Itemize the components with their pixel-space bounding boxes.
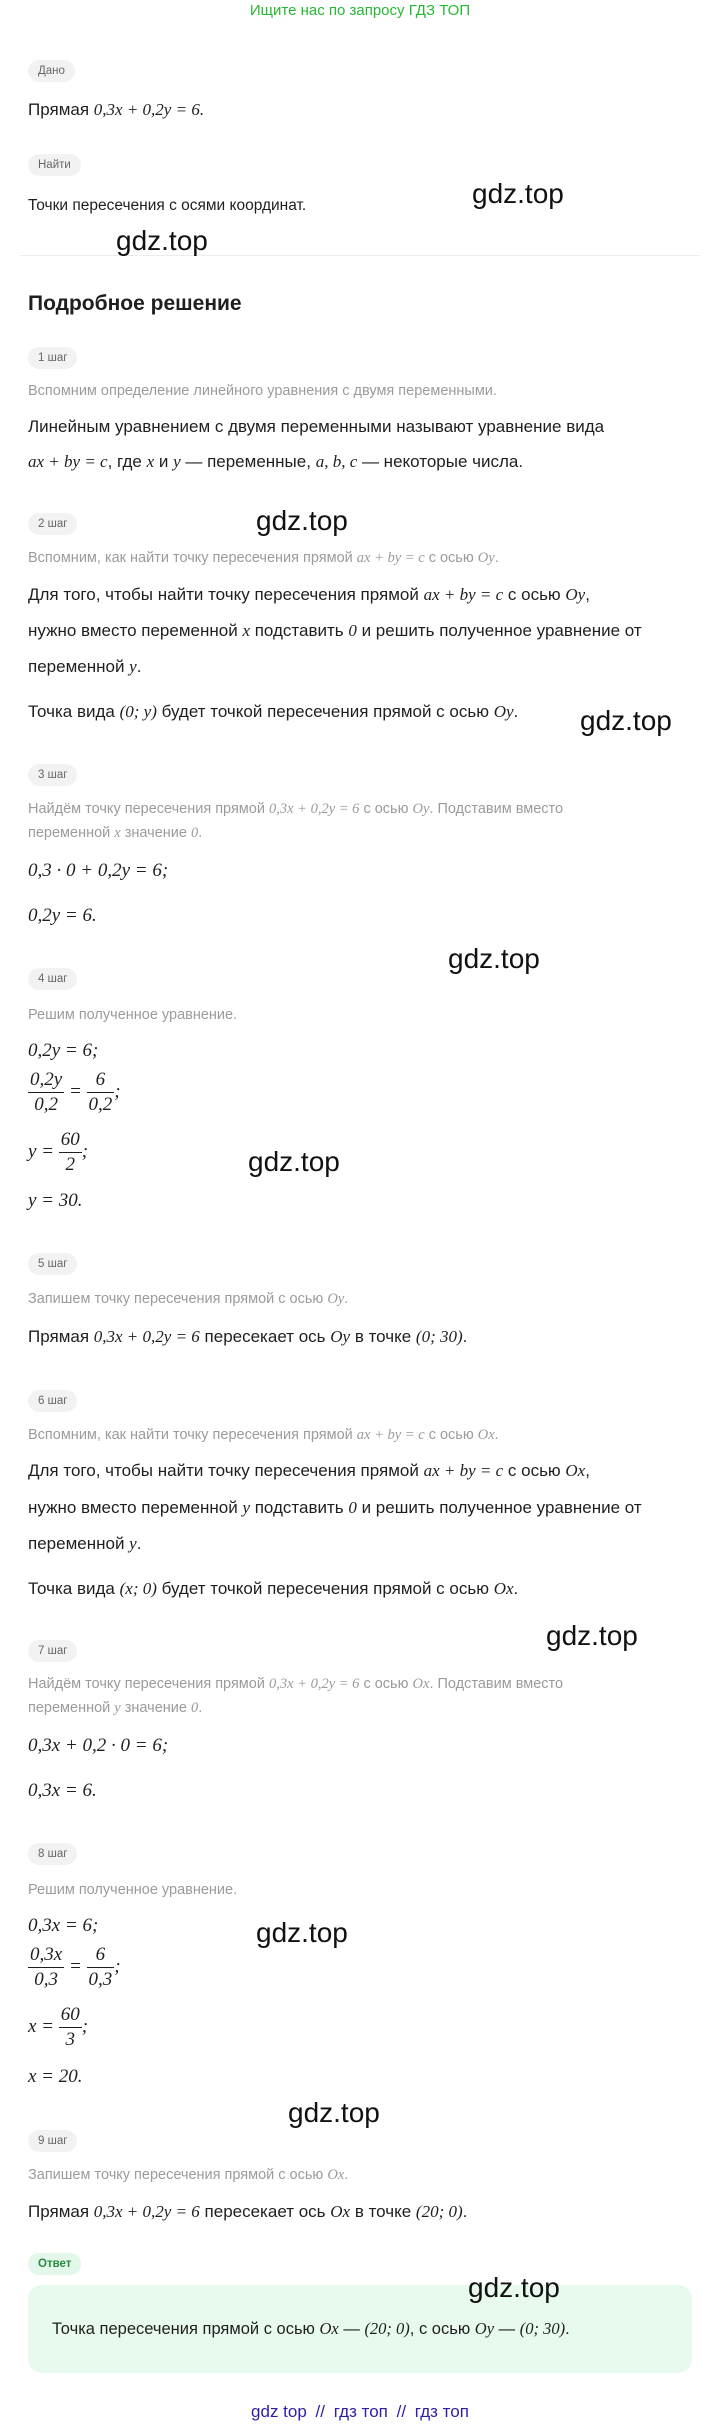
step-6-hint: Вспомним, как найти точку пересечения прямой ax + by = c с осью Ox. [28,1427,499,1443]
solution-title: Подробное решение [28,292,242,315]
watermark: gdz.top [546,1620,638,1651]
frac-denominator: 3 [65,2029,76,2050]
frac-denominator: 0,3 [34,1969,58,1990]
frac-numerator: 60 [59,2003,82,2028]
step-3-hint2: переменной x значение 0. [28,825,203,841]
given-text: Прямая 0,3x + 0,2y = 6. [28,100,205,119]
step-7-eq2: 0,3x = 6. [28,1780,97,1801]
step-3-eq2: 0,2y = 6. [28,905,97,926]
step-2-p1: Для того, чтобы найти точку пересечения прямой ax + by = c с осью Oy, [28,585,590,604]
frac-numerator: 6 [87,1068,115,1093]
step-2-p3: переменной y. [28,657,142,676]
step-7-badge: 7 шаг [28,1640,77,1662]
frac-denominator: 0,2 [88,1094,113,1115]
step-8-eq4: x = 20. [28,2066,83,2087]
step-2-hint: Вспомним, как найти точку пересечения прямой ax + by = c с осью Oy. [28,550,499,566]
step-4-hint: Решим полученное уравнение. [28,1007,238,1023]
frac-denominator: 0,3 [88,1969,113,1990]
step-1-badge: 1 шаг [28,347,77,369]
step-4-eq1: 0,2y = 6; [28,1040,99,1061]
step-6-p4: Точка вида (x; 0) будет точкой пересечения прямой с осью Ox. [28,1579,519,1598]
step-9-badge: 9 шаг [28,2130,77,2152]
step-6-p1: Для того, чтобы найти точку пересечения прямой ax + by = c с осью Ox, [28,1461,590,1480]
step-3-badge: 3 шаг [28,764,77,786]
frac-denominator: 2 [65,1154,76,1175]
footer-separator: // [315,2402,325,2421]
step-9-hint: Запишем точку пересечения прямой с осью Ox. [28,2167,349,2183]
step-2-p2: нужно вместо переменной x подставить 0 и решить полученное уравнение от [28,621,642,640]
step-1-line1: Линейным уравнением с двумя переменными называют уравнение вида [28,417,605,436]
watermark: gdz.top [256,505,348,536]
footer-separator: // [396,2402,407,2421]
step-4-badge: 4 шаг [28,968,77,990]
frac-numerator: 6 [87,1943,115,1968]
footer-link-gdz-top[interactable]: gdz top [251,2402,307,2421]
step-7-eq1: 0,3x + 0,2 · 0 = 6; [28,1735,169,1756]
watermark: gdz.top [256,1917,348,1948]
step-5-text: Прямая 0,3x + 0,2y = 6 пересекает ось Oy в точке (0; 30). [28,1327,468,1346]
step-8-eq2: $\frac{0,3x}{0,3}$ = $\frac{6}{0,3}$ ; [30,1944,121,1990]
footer-link-gdz-top-ru[interactable]: гдз топ [333,2402,388,2421]
search-banner: Ищите нас по запросу ГДЗ ТОП [249,2,471,19]
find-badge: Найти [28,154,81,176]
step-8-badge: 8 шаг [28,1843,77,1865]
footer-link-gdz-top-ru-2[interactable]: гдз топ [414,2402,469,2421]
find-text: Точки пересечения с осями координат. [28,197,307,214]
step-6-p2: нужно вместо переменной y подставить 0 и решить полученное уравнение от [28,1498,642,1517]
watermark: gdz.top [472,178,564,209]
step-5-hint: Запишем точку пересечения прямой с осью Oy. [28,1291,349,1307]
step-6-p3: переменной y. [28,1534,142,1553]
given-badge: Дано [28,60,75,82]
step-6-badge: 6 шаг [28,1390,77,1412]
step-4-eq3: y = $\frac{60}{2}$ ; [28,1129,89,1175]
answer-box [28,2285,692,2373]
step-1-line2: ax + by = c, где x и y — переменные, a, b, c — некоторые числа. [28,452,524,471]
step-3-eq1: 0,3 · 0 + 0,2y = 6; [28,860,169,881]
step-4-eq4: y = 30. [28,1190,83,1211]
step-9-text: Прямая 0,3x + 0,2y = 6 пересекает ось Ox в точке (20; 0). [28,2202,468,2221]
frac-numerator: 60 [59,1128,82,1153]
step-4-eq2: $\frac{0,2y}{0,2}$ = $\frac{6}{0,2}$ ; [30,1069,121,1115]
frac-denominator: 0,2 [34,1094,58,1115]
step-8-eq1: 0,3x = 6; [28,1915,99,1936]
answer-text: Точка пересечения прямой с осью Ox — (20; 0), с осью Oy — (0; 30). [52,2319,570,2338]
frac-numerator: 0,3x [28,1943,64,1968]
step-8-hint: Решим полученное уравнение. [28,1882,238,1898]
watermark: gdz.top [448,943,540,974]
step-3-hint: Найдём точку пересечения прямой 0,3x + 0,2y = 6 с осью Oy. Подставим вместо [28,801,564,817]
watermark: gdz.top [248,1146,340,1177]
watermark: gdz.top [580,705,672,736]
watermark: gdz.top [116,225,208,256]
step-2-p4: Точка вида (0; y) будет точкой пересечения прямой с осью Oy. [28,702,519,721]
watermark: gdz.top [468,2272,560,2303]
step-2-badge: 2 шаг [28,513,77,535]
frac-numerator: 0,2y [28,1068,64,1093]
footer-links [0,2402,720,2422]
answer-badge: Ответ [28,2253,81,2275]
step-1-hint: Вспомним определение линейного уравнения с двумя переменными. [28,383,497,399]
step-7-hint: Найдём точку пересечения прямой 0,3x + 0,2y = 6 с осью Ox. Подставим вместо [28,1676,564,1692]
step-7-hint2: переменной y значение 0. [28,1700,203,1716]
step-8-eq3: x = $\frac{60}{3}$ ; [28,2004,89,2050]
step-5-badge: 5 шаг [28,1253,77,1275]
watermark: gdz.top [288,2097,380,2128]
